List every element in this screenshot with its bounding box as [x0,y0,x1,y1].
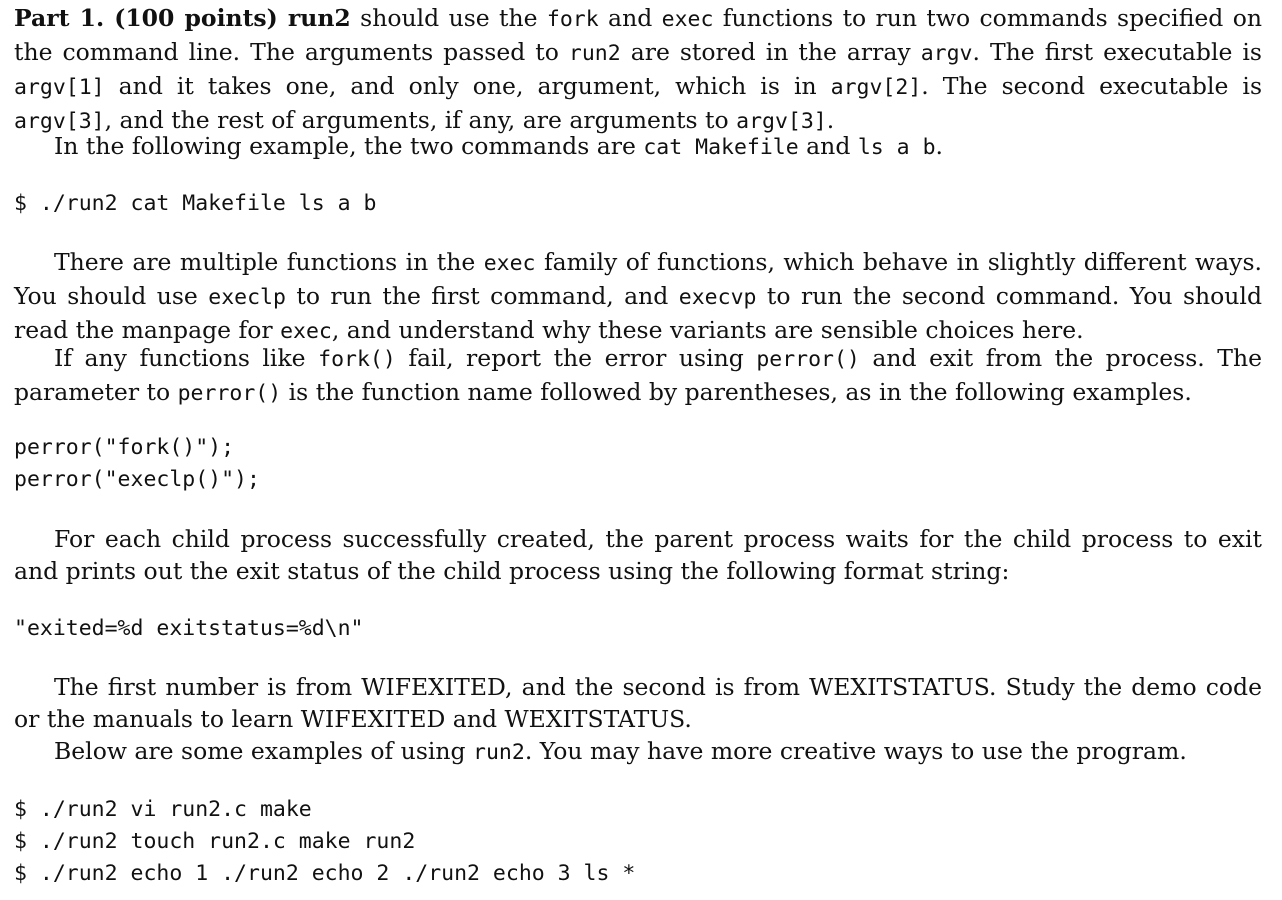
inline-code: exec [280,319,332,344]
paragraph-perror [14,342,1262,410]
text-segment: Below are some examples of using [54,737,474,765]
text-segment: family of functions, which behave in slightly different ways. You should use [14,248,1262,310]
text-segment: . [826,106,835,134]
text-segment: and it takes one, and only one, argument, which is in [104,72,831,100]
text-segment: If any functions like [54,344,319,372]
text-segment: . The second executable is [921,72,1262,100]
inline-code: perror() [756,347,860,372]
inline-code: argv[2] [830,75,922,100]
text-segment: and exit from the process. The parameter to [14,344,1262,406]
inline-code: exec [661,7,714,32]
inline-code: fork [546,7,599,32]
text-segment: , and understand why these variants are sensible choices here. [331,316,1084,344]
code-block-format-string [14,613,364,645]
code-line: $ ./run2 echo 1 ./run2 echo 2 ./run2 echo 3 ls * [14,861,636,886]
inline-code: exec [483,251,536,276]
inline-code: perror() [177,381,282,406]
inline-code: execlp [208,285,286,310]
text-segment: should use the [350,4,547,32]
code-line: "exited=%d exitstatus=%d\n" [14,616,364,641]
inline-code: argv [920,41,973,66]
inline-code: argv[1] [14,75,105,100]
paragraph-wait-exit-status [14,523,1262,587]
inline-code: fork() [318,347,396,372]
text-segment: . You may have more creative ways to use the program. [524,737,1187,765]
inline-code: run2 [568,41,621,66]
code-block-run2-examples [14,794,635,890]
text-segment: functions to run two commands specified on the command line. The arguments passed to [14,4,1262,66]
paragraph-example-intro [14,130,1262,164]
inline-code: run2 [473,740,525,765]
inline-code: cat Makefile [643,135,799,160]
text-segment: For each child process successfully created, the parent process waits for the child process to exit and prints out the exit status of the child process using the following format string: [14,525,1262,585]
text-segment: and [798,132,858,160]
inline-code: argv[3] [14,109,105,134]
bold-heading: Part 1. (100 points) run2 [14,4,351,32]
text-segment: to run the second command. You should read the manpage for [14,282,1262,344]
text-segment: and [598,4,662,32]
text-segment: fail, report the error using [395,344,757,372]
code-block-run2-cat [14,188,376,220]
inline-code: ls a b [857,135,936,160]
paragraph-exec-family [14,246,1262,348]
text-segment: is the function name followed by parentheses, as in the following examples. [281,378,1192,406]
text-segment: . The first executable is [972,38,1262,66]
code-line: $ ./run2 vi run2.c make [14,797,312,822]
text-segment: There are multiple functions in the [54,248,484,276]
paragraph-wifexited [14,671,1262,735]
text-segment: are stored in the array [620,38,921,66]
inline-code: execvp [678,285,757,310]
text-segment: In the following example, the two commands are [54,132,644,160]
text-segment: . [935,132,943,160]
code-line: perror("fork()"); [14,435,235,460]
text-segment: , and the rest of arguments, if any, are arguments to [104,106,737,134]
code-block-perror-examples [14,432,260,496]
code-line: $ ./run2 touch run2.c make run2 [14,829,416,854]
inline-code: argv[3] [736,109,827,134]
text-segment: The first number is from WIFEXITED, and the second is from WEXITSTATUS. Study the demo code or the manuals to learn WIFEXITED and WEXITSTATUS. [14,673,1262,733]
paragraph-part1-intro [14,2,1262,138]
text-segment: to run the first command, and [285,282,679,310]
code-line: $ ./run2 cat Makefile ls a b [14,191,377,216]
paragraph-examples-intro [14,735,1262,769]
code-line: perror("execlp()"); [14,467,260,492]
